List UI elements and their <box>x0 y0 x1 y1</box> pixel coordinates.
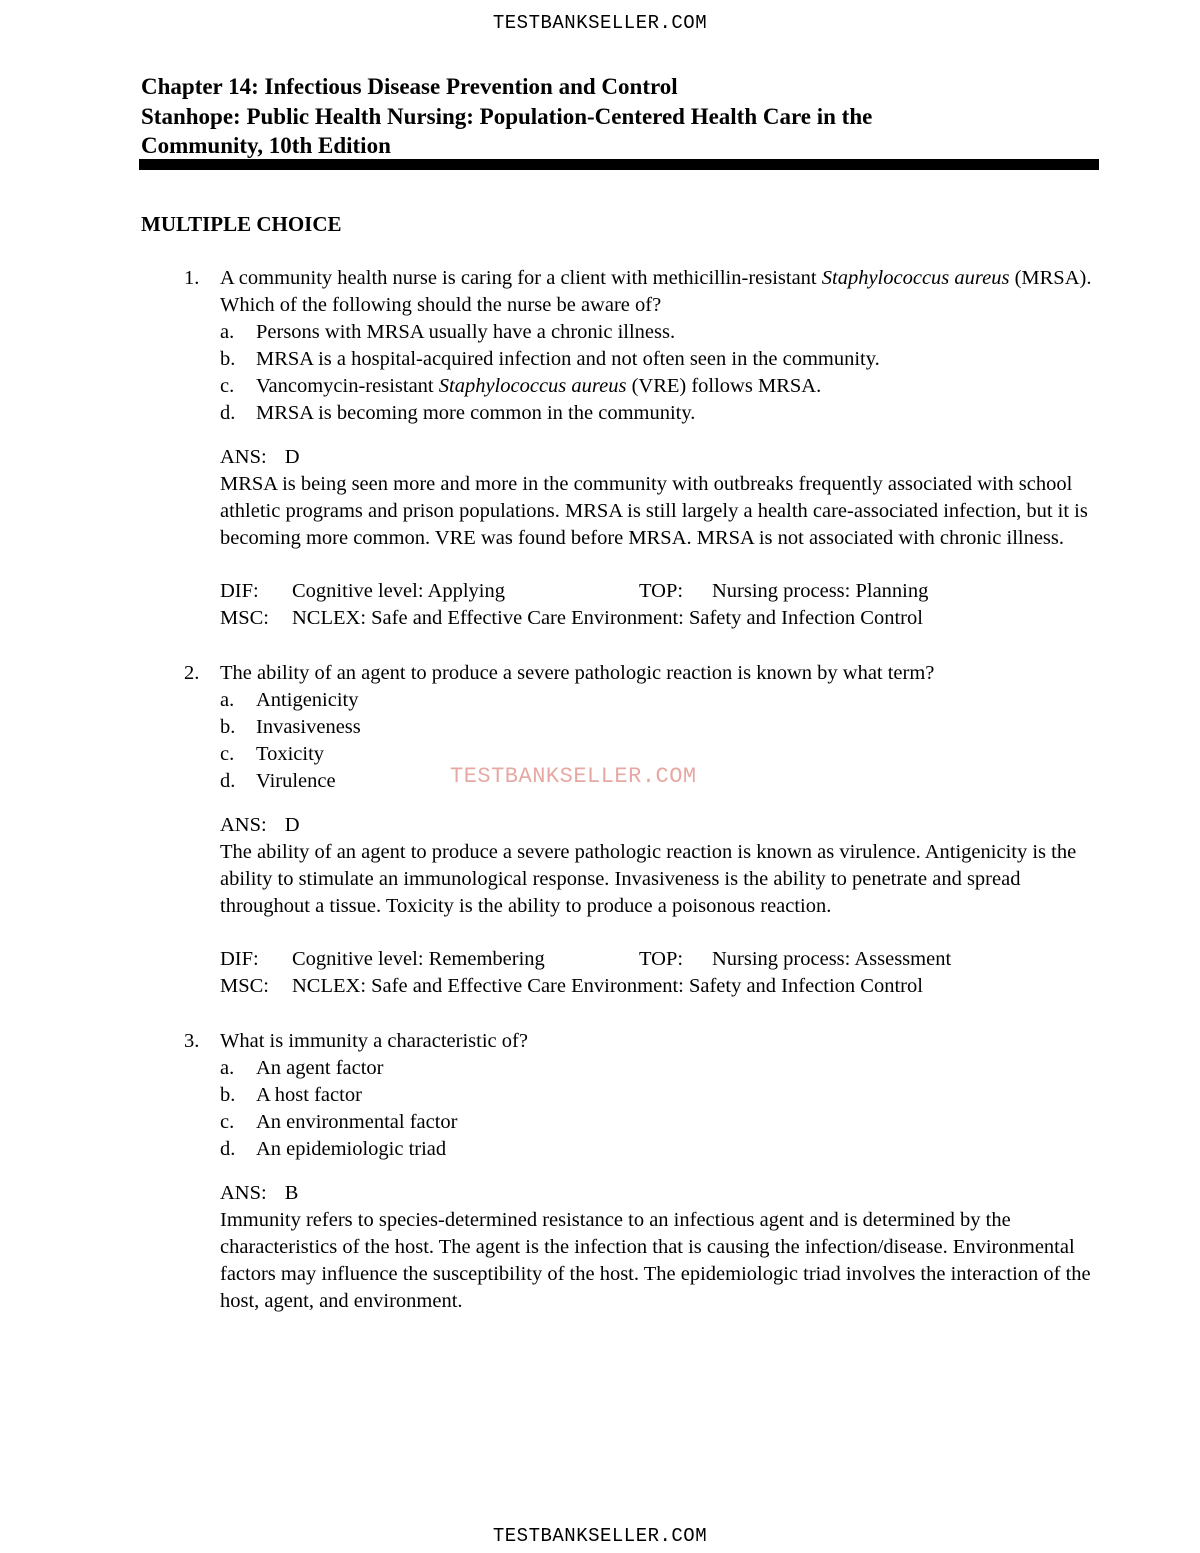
choice-text-italic: Staphylococcus aureus <box>438 375 627 397</box>
question-number: 1. <box>184 267 200 289</box>
choice-letter: b. <box>220 348 236 370</box>
rationale: The ability of an agent to produce a severe pathologic reaction is known as virulence. Antigenicity is the ability to stimulate an immunological response. Invasiveness is the ability to penetrate and spread throughout a tissue. Toxicity is the ability to produce a poisonous reaction. <box>220 841 1077 917</box>
answer-value: D <box>284 814 300 836</box>
choice-letter: a. <box>220 689 235 711</box>
section-title: MULTIPLE CHOICE <box>141 212 342 236</box>
questions-list <box>0 265 1200 1341</box>
choice-text: A host factor <box>256 1084 362 1106</box>
choice-text: Invasiveness <box>256 716 361 738</box>
choice-letter: a. <box>220 1057 235 1079</box>
choice-letter: a. <box>220 321 235 343</box>
choice-d <box>0 1136 1200 1163</box>
choice-letter: c. <box>220 375 235 397</box>
choice-letter: d. <box>220 770 236 792</box>
top-label: TOP: <box>639 580 684 602</box>
question-stem-part: A community health nurse is caring for a client with methicillin-resistant <box>220 267 822 289</box>
answer <box>0 812 1200 839</box>
question-meta <box>0 578 1200 632</box>
choice-text: Virulence <box>256 770 336 792</box>
choice-letter: c. <box>220 1111 235 1133</box>
book-title: Stanhope: Public Health Nursing: Population-Centered Health Care in the <box>141 103 873 129</box>
choice-text: An agent factor <box>256 1057 384 1079</box>
header-rule <box>139 159 1099 170</box>
choice-a <box>0 687 1200 714</box>
question-stem-italic: Staphylococcus aureus <box>821 267 1010 289</box>
choice-letter: b. <box>220 716 236 738</box>
msc-value: NCLEX: Safe and Effective Care Environment: Safety and Infection Control <box>292 607 923 629</box>
answer-label: ANS: <box>220 446 267 468</box>
choice-c <box>0 373 1200 400</box>
question-stem: The ability of an agent to produce a severe pathologic reaction is known by what term? <box>220 662 935 684</box>
question-stem-part: (MRSA). Which of the following should the nurse be aware of? <box>220 267 1092 316</box>
question-stem: What is immunity a characteristic of? <box>220 1030 528 1052</box>
choice-c <box>0 1109 1200 1136</box>
choice-text: Vancomycin-resistant <box>256 375 439 397</box>
choice-d <box>0 400 1200 427</box>
choice-letter: d. <box>220 1138 236 1160</box>
top-label: TOP: <box>639 948 684 970</box>
answer-value: D <box>284 446 300 468</box>
choice-b <box>0 714 1200 741</box>
msc-value: NCLEX: Safe and Effective Care Environment: Safety and Infection Control <box>292 975 923 997</box>
dif-label: DIF: <box>220 948 259 970</box>
dif-value: Cognitive level: Applying <box>292 580 505 602</box>
choice-a <box>0 1055 1200 1082</box>
answer <box>0 1180 1200 1207</box>
chapter-title: Chapter 14: Infectious Disease Prevention and Control <box>141 74 678 99</box>
top-value: Nursing process: Assessment <box>712 948 952 970</box>
watermark-bottom: TESTBANKSELLER.COM <box>492 1525 708 1547</box>
choice-letter: c. <box>220 743 235 765</box>
question-1 <box>0 265 1200 632</box>
dif-label: DIF: <box>220 580 259 602</box>
question-meta <box>0 946 1200 1000</box>
answer-label: ANS: <box>220 1182 267 1204</box>
choice-text: Toxicity <box>256 743 325 765</box>
choice-text: An epidemiologic triad <box>256 1138 447 1160</box>
choice-text: Antigenicity <box>256 689 359 711</box>
watermark-top: TESTBANKSELLER.COM <box>492 12 708 34</box>
answer <box>0 444 1200 471</box>
choice-b <box>0 1082 1200 1109</box>
book-title-cont: Community, 10th Edition <box>141 133 391 158</box>
choice-letter: b. <box>220 1084 236 1106</box>
question-2 <box>0 660 1200 1000</box>
document-header <box>141 72 1099 161</box>
watermark-middle: TESTBANKSELLER.COM <box>450 764 697 789</box>
choice-text: Persons with MRSA usually have a chronic illness. <box>256 321 676 343</box>
choice-text: MRSA is becoming more common in the community. <box>256 402 696 424</box>
answer-label: ANS: <box>220 814 267 836</box>
answer-value: B <box>284 1182 299 1204</box>
top-value: Nursing process: Planning <box>712 580 929 602</box>
choice-letter: d. <box>220 402 236 424</box>
choice-b <box>0 346 1200 373</box>
dif-value: Cognitive level: Remembering <box>292 948 545 970</box>
rationale: MRSA is being seen more and more in the community with outbreaks frequently associated with school athletic programs and prison populations. MRSA is still largely a health care-associated infection, but it is becoming more common. VRE was found before MRSA. MRSA is not associated with chronic illness. <box>220 473 1088 549</box>
rationale: Immunity refers to species-determined resistance to an infectious agent and is determined by the characteristics of the host. The agent is the infection that is causing the infection/disease. Environmental factors may influence the susceptibility of the host. The epidemiologic triad involves the interaction of the host, agent, and environment. <box>220 1209 1091 1312</box>
choice-text: MRSA is a hospital-acquired infection and not often seen in the community. <box>256 348 880 370</box>
msc-label: MSC: <box>220 975 269 997</box>
choice-a <box>0 319 1200 346</box>
choice-text: An environmental factor <box>256 1111 458 1133</box>
msc-label: MSC: <box>220 607 269 629</box>
question-number: 2. <box>184 662 200 684</box>
question-3 <box>0 1028 1200 1315</box>
choice-text: (VRE) follows MRSA. <box>626 375 822 397</box>
question-number: 3. <box>184 1030 200 1052</box>
